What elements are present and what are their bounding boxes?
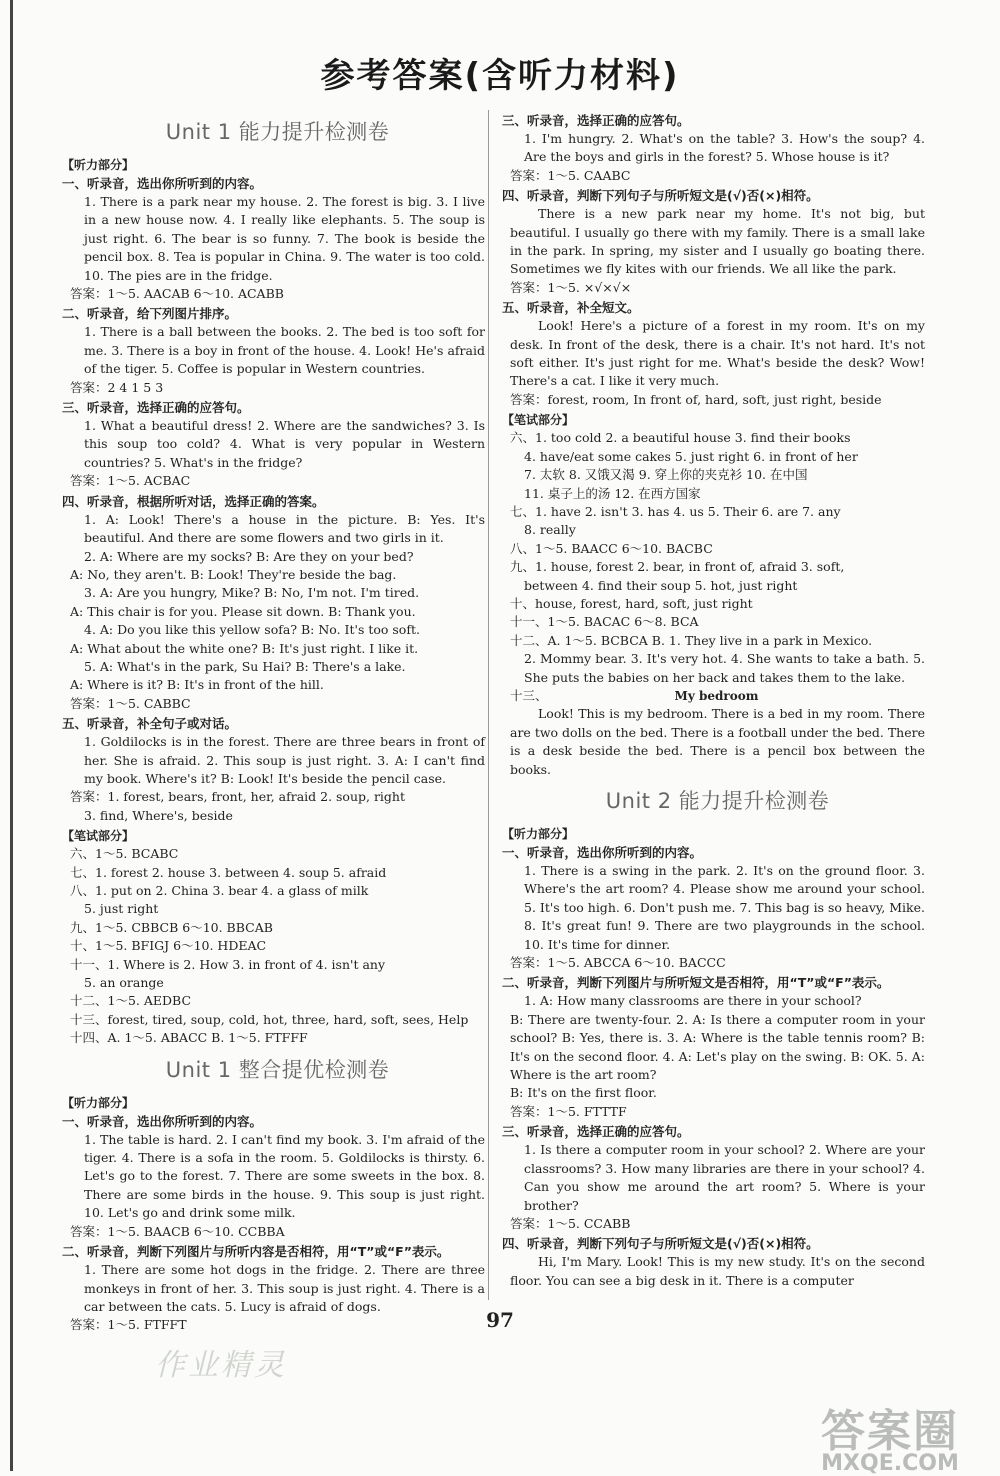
- answer-line: 答案：1～5. CCABB: [510, 1215, 631, 1231]
- answer-line: 六、1～5. BCABC: [70, 846, 179, 862]
- page-number: 97: [486, 1308, 514, 1332]
- watermark-left: 作业精灵: [155, 1348, 287, 1383]
- essay-text: Look! This is my bedroom. There is a bed in my room. There are two dolls on the bed. There is a football under the bed. There is a desk beside the bed. There is a pencil box between the books.: [510, 706, 925, 777]
- answer-line: 答案：1～5. AACAB 6～10. ACABB: [70, 286, 284, 302]
- answer-line: 十一、1. Where is 2. How 3. in front of 4. isn't any: [70, 956, 386, 972]
- dialogue-line: 1. A: How many classrooms are there in your school?: [524, 993, 862, 1009]
- answer-line: 8. really: [524, 522, 576, 538]
- answer-line: 九、1～5. CBBCB 6～10. BBCAB: [70, 919, 273, 935]
- answer-line: 十、1～5. BFIGJ 6～10. HDEAC: [70, 938, 267, 954]
- essay-number: 十三、: [510, 687, 548, 703]
- essay-label: [510, 687, 925, 705]
- answer-line: 八、1. put on 2. China 3. bear 4. a glass of milk: [70, 883, 369, 898]
- answer-line: 答案：1. forest, bears, front, her, afraid 2. soup, right: [70, 789, 406, 805]
- answer-line: between 4. find their soup 5. hot, just right: [524, 577, 798, 593]
- question-title: 三、听录音，选择正确的应答句。: [502, 113, 690, 128]
- answer-line: 5. just right: [84, 901, 159, 917]
- question-title: 四、听录音，判断下列句子与所听短文是(√)否(×)相符。: [502, 1236, 819, 1252]
- question-text: 1. There is a swing in the park. 2. It's on the ground floor. 3. Where's the art room? 4. Please show me around your school. 5. It's too high. 6. Don't push me. 7. This bag is so heavy, Mike. 8. It's great fun! 9. There are two playgrounds in the school. 10. It's time for dinner.: [524, 863, 925, 952]
- question-text: 1. Goldilocks is in the forest. There are three bears in front of her. She is afraid. 2. This soup is just right. 3. A: I can't find my book. Where's it? B: Look! It's beside the pencil case.: [84, 734, 485, 786]
- question-title: 一、听录音，选出你所听到的内容。: [502, 845, 703, 860]
- question-title: 二、听录音，给下列图片排序。: [62, 306, 238, 322]
- right-column: [502, 110, 925, 1290]
- answer-line: 答案：forest, room, In front of, hard, soft, just right, beside: [510, 391, 882, 407]
- answer-line: 3. find, Where's, beside: [84, 807, 233, 823]
- answer-line: 答案：1～5. ACBAC: [70, 473, 191, 489]
- watermark-logo-text: 答案圈: [821, 1406, 959, 1457]
- question-title: 五、听录音，补全短文。: [502, 300, 640, 316]
- answer-line: 2. Mommy bear. 3. It's very hot. 4. She wants to take a bath. 5. She puts the babies on her back and takes them to the lake.: [524, 651, 925, 685]
- dialogue-line: 5. A: What's in the park, Su Hai? B: There's a lake.: [84, 658, 406, 674]
- question-text: 1. There are some hot dogs in the fridge. 2. There are three monkeys in front of her. 3. This soup is just right. 4. There is a car between the cats. 5. Lucy is afraid of dogs.: [84, 1262, 485, 1314]
- question-title: 二、听录音，判断下列图片与所听内容是否相符，用“T”或“F”表示。: [62, 1244, 450, 1260]
- dialogue-line: A: What about the white one? B: It's just right. I like it.: [70, 640, 419, 656]
- answer-line: 答案：1～5. CABBC: [70, 695, 191, 711]
- question-title: 一、听录音，选出你所听到的内容。: [62, 176, 263, 191]
- dialogue-line: A: Where is it? B: It's in front of the hill.: [70, 677, 324, 693]
- answer-line: 十二、1～5. AEDBC: [70, 993, 192, 1009]
- listening-label: 【听力部分】: [62, 1095, 135, 1110]
- page-title: 参考答案(含听力材料): [320, 56, 680, 96]
- unit1-integrated-title: Unit 1 整合提优检测卷: [165, 1057, 390, 1082]
- unit2-ability-title: Unit 2 能力提升检测卷: [605, 789, 830, 813]
- unit1-ability-title: Unit 1 能力提升检测卷: [165, 120, 390, 144]
- answer-line: 答案：2 4 1 5 3: [70, 379, 164, 395]
- question-title: 三、听录音，选择正确的应答句。: [502, 1124, 690, 1140]
- passage-text: There is a new park near my home. It's not big, but beautiful. I usually go there with my family. There is a small lake in the park. In spring, my sister and I usually go boating there. Sometimes we fly kites with our friends. We all like the park.: [510, 206, 925, 277]
- answer-line: 答案：1～5. ×√×√×: [510, 279, 632, 295]
- question-text: 1. I'm hungry. 2. What's on the table? 3. How's the soup? 4. Are the boys and girls in the forest? 5. Whose house is it?: [524, 131, 925, 165]
- answer-line: 5. an orange: [84, 975, 164, 991]
- answer-line: 答案：1～5. BAACB 6～10. CCBBA: [70, 1223, 285, 1239]
- answer-line: 十、house, forest, hard, soft, just right: [510, 595, 753, 611]
- passage-text: Look! Here's a picture of a forest in my room. It's on my desk. In front of the desk, there is a chair. It's not hard. It's not soft either. It's just right for me. What's beside the desk? Wow! There's a cat. I like it very much.: [510, 318, 925, 389]
- question-text: 1. What a beautiful dress! 2. Where are the sandwiches? 3. Is this soup too cold? 4. What is very popular in Western countries? 5. What's in the fridge?: [84, 418, 485, 470]
- answer-line: 十四、A. 1～5. ABACC B. 1～5. FTFFF: [70, 1030, 308, 1046]
- answer-line: 答案：1～5. FTFFT: [70, 1317, 187, 1333]
- answer-line: 7. 太软 8. 又饿又渴 9. 穿上你的夹克衫 10. 在中国: [524, 467, 808, 483]
- dialogue-line: B: There are twenty-four. 2. A: Is there a computer room in your school? B: Yes, there is. 3. A: Where is the table tennis room? B: It's on the second floor. 4. A: Let's play on the swing. B: OK. 5. A: Where is the art room?: [510, 1011, 925, 1083]
- dialogue-line: 1. A: Look! There's a house in the picture. B: Yes. It's beautiful. And there are some flowers and two girls in it.: [84, 511, 485, 546]
- answer-line: 八、1～5. BAACC 6～10. BACBC: [510, 540, 713, 556]
- answer-line: 七、1. have 2. isn't 3. has 4. us 5. Their 6. are 7. any: [510, 503, 841, 519]
- written-label: 【笔试部分】: [502, 413, 575, 428]
- question-title: 五、听录音，补全句子或对话。: [62, 716, 238, 732]
- page-binding-edge: [10, 0, 13, 1471]
- dialogue-line: 2. A: Where are my socks? B: Are they on your bed?: [84, 548, 414, 564]
- dialogue-line: A: This chair is for you. Please sit down. B: Thank you.: [70, 603, 416, 619]
- answer-line: 十二、A. 1～5. BCBCA B. 1. They live in a park in Mexico.: [510, 632, 873, 648]
- answer-line: 4. have/eat some cakes 5. just right 6. in front of her: [524, 448, 858, 464]
- question-title: 一、听录音，选出你所听到的内容。: [62, 1113, 263, 1129]
- question-text: 1. There is a ball between the books. 2. The bed is too soft for me. 3. There is a boy in front of the house. 4. Look! He's afraid of the tiger. 5. Coffee is popular in Western countries.: [84, 324, 485, 377]
- answer-line: 十三、forest, tired, soup, cold, hot, three, hard, soft, sees, Help: [70, 1011, 469, 1027]
- question-text: 1. There is a park near my house. 2. The forest is big. 3. I live in a new house now. 4. I really like elephants. 5. The soup is just right. 6. The bear is so funny. 7. The book is beside the pencil box. 8. Tea is popular in China. 9. The water is too cold. 10. The pies are in the fridge.: [84, 194, 485, 283]
- passage-text: Hi, I'm Mary. Look! This is my new study. It's on the second floor. You can see a big desk in it. There is a computer: [510, 1254, 925, 1288]
- question-title: 四、听录音，判断下列句子与所听短文是(√)否(×)相符。: [502, 188, 819, 204]
- question-text: 1. Is there a computer room in your school? 2. Where are your classrooms? 3. How many libraries are there in your school? 4. Can you show me around the art room? 5. Where is your brother?: [524, 1142, 925, 1213]
- watermark-domain: MXQE.COM: [821, 1451, 959, 1476]
- listening-label: 【听力部分】: [62, 158, 135, 172]
- answer-line: 答案：1～5. CAABC: [510, 167, 631, 183]
- column-divider: [488, 110, 489, 1300]
- answer-line: 七、1. forest 2. house 3. between 4. soup 5. afraid: [70, 864, 387, 880]
- answer-line: 11. 桌子上的汤 12. 在西方国家: [524, 485, 701, 501]
- watermark-right: [800, 1395, 980, 1476]
- answer-line: 十一、1～5. BACAC 6～8. BCA: [510, 614, 699, 630]
- answer-line: 六、1. too cold 2. a beautiful house 3. find their books: [510, 430, 851, 446]
- dialogue-line: 3. A: Are you hungry, Mike? B: No, I'm not. I'm tired.: [84, 585, 420, 601]
- question-title: 二、听录音，判断下列图片与所听短文是否相符，用“T”或“F”表示。: [502, 975, 890, 991]
- dialogue-line: A: No, they aren't. B: Look! They're beside the bag.: [70, 566, 397, 582]
- answer-line: 答案：1～5. FTTTF: [510, 1103, 627, 1119]
- dialogue-line: B: It's on the first floor.: [510, 1085, 657, 1101]
- written-label: 【笔试部分】: [62, 829, 135, 844]
- left-column: [62, 110, 485, 1335]
- listening-label: 【听力部分】: [502, 827, 575, 841]
- essay-title: My bedroom: [674, 688, 759, 703]
- answer-line: 答案：1～5. ABCCA 6～10. BACCC: [510, 955, 726, 971]
- question-title: 三、听录音，选择正确的应答句。: [62, 400, 250, 416]
- dialogue-line: 4. A: Do you like this yellow sofa? B: No. It's too soft.: [84, 622, 420, 638]
- question-title: 四、听录音，根据所听对话，选择正确的答案。: [62, 493, 325, 509]
- question-text: 1. The table is hard. 2. I can't find my book. 3. I'm afraid of the tiger. 4. There is a sofa in the room. 5. Goldilocks is thirsty. 6. Let's go to the forest. 7. There are some sweets in the box. 8. There are some birds in the house. 9. This soup is just right. 10. Let's go and drink some milk.: [84, 1131, 485, 1221]
- answer-line: 九、1. house, forest 2. bear, in front of, afraid 3. soft,: [510, 559, 845, 575]
